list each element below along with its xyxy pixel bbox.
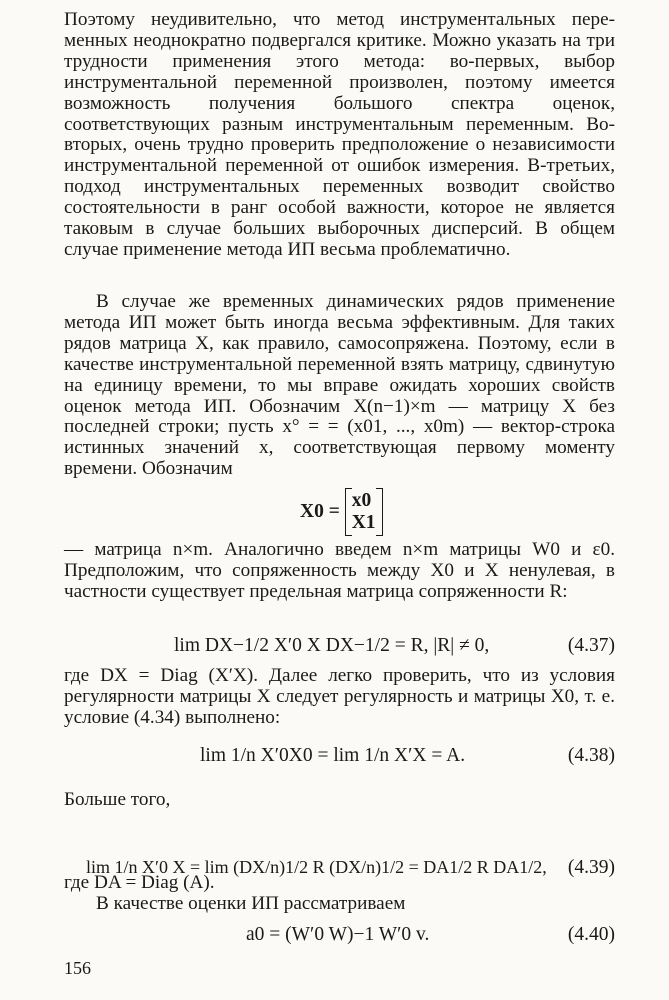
paragraph-5: Больше того, (64, 789, 171, 810)
equation-4-39: lim 1/n X′0 X = lim (DX/n)1/2 R (DX/n)1/2 = DA1/2 R DA1/2, (86, 857, 547, 877)
equation-4-37: lim DX−1/2 X′0 X DX−1/2 = R, |R| ≠ 0, (174, 635, 490, 656)
equation-x0-row2: X1 (351, 512, 376, 533)
paragraph-4: где DX = Diag (X′X). Далее легко проверить, что из условия регулярности матрицы X следует регулярность и матрицы X0, т. е. условие (4.34) выполнено: (64, 665, 615, 728)
equation-number-4-37: (4.37) (567, 635, 615, 656)
equation-x0-row1: x0 (351, 490, 372, 511)
equation-4-40: a0 = (W′0 W)−1 W′0 v. (246, 924, 430, 945)
equation-number-4-38: (4.38) (567, 745, 615, 766)
paragraph-6 (64, 873, 615, 894)
paragraph-7: В качестве оценки ИП рассматриваем (96, 893, 406, 914)
equation-4-38: lim 1/n X′0X0 = lim 1/n X′X = A. (200, 745, 466, 766)
paragraph-3: — матрица n×m. Аналогично введем n×m матрицы W0 и ε0. Предположим, что сопряженность между X0 и X ненулевая, в частности существует предельная матрица сопряженности R: (64, 539, 615, 602)
paragraph-6-text: где DA = Diag (A). (64, 872, 215, 893)
equation-x0-lhs: X0 = (300, 501, 340, 522)
paragraph-1: Поэтому неудивительно, что метод инструментальных переменных неоднократно подвергался критике. Можно указать на три трудности применения этого метода: во-первых, выбор инструментальной переменной произволен, поэтому имеется возможность получения большого спектра оценок, соответствующих разным инструментальным переменным. Во-вторых, очень трудно проверить предположение о независимости инструментальной переменной от ошибок измерения. В-третьих, подход инструментальных переменных возводит свойство состоятельности в ранг особой важности, которое не является таковым в случае больших выборочных дисперсий. В общем случае применение метода ИП весьма проблематично. (64, 9, 615, 260)
paragraph-2: В случае же временных динамических рядов применение метода ИП может быть иногда весьма эффективным. Для таких рядов матрица X, как правило, самосопряжена. Поэтому, если в качестве инструментальной переменной взять матрицу, сдвинутую на единицу времени, то мы вправе ожидать хороших свойств оценок метода ИП. Обозначим X(n−1)×m — матрицу X без последней строки; пусть x° = = (x01, ..., x0m) — вектор-строка истинных значений x, соответствующая первому моменту времени. Обозначим (64, 291, 615, 480)
equation-x0 (300, 488, 383, 536)
equation-number-4-39: (4.39) (567, 857, 615, 878)
page-number: 156 (64, 958, 91, 978)
equation-number-4-40: (4.40) (567, 924, 615, 945)
equation-x0-matrix (345, 488, 383, 536)
